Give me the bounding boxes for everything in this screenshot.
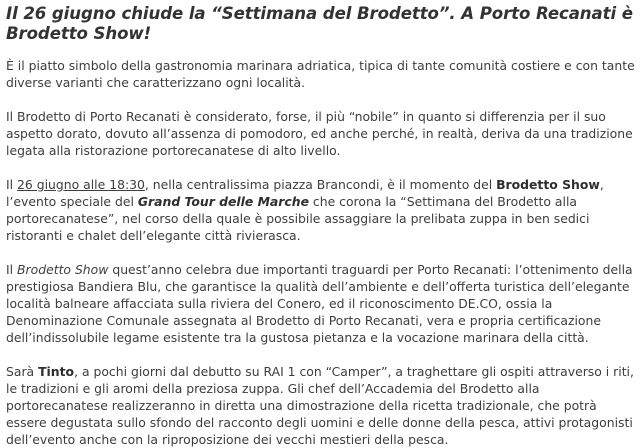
- paragraph-host: [6, 363, 635, 448]
- event-text-a: , nella centralissima piazza Brancondi, è il momento del: [144, 177, 497, 192]
- host-intro-text: Sarà: [6, 364, 39, 379]
- event-date-link[interactable]: 26 giugno alle 18:30: [17, 177, 145, 192]
- host-text: , a pochi giorni dal debutto su RAI 1 con “Camper”, a traghettare gli ospiti attraverso i riti, le tradizioni e gli aromi della preziosa zuppa. Gli chef dell’Accademia del Brodetto alla portorecanatese realizzeranno in diretta una dimostrazione della ricetta tradizionale, che potrà essere degustata sullo sfondo del racconto degli uomini e delle donne della pesca, attivi protagonisti dell’evento anche con la riproposizione dei vecchi mestieri della pesca.: [6, 364, 634, 447]
- milestones-text: quest’anno celebra due importanti traguardi per Porto Recanati: l’ottenimento della prestigiosa Bandiera Blu, che garantisce la qualità dell’ambiente e dell’offerta turistica dell’elegante località balneare affacciata sulla riviera del Conero, ed il riconoscimento DE.CO, ossia la Denominazione Comunale assegnata al Brodetto di Porto Recanati, vera e propria certificazione dell’indissolubile legame esistente tra la gustosa pietanza e la vocazione marinara della città.: [6, 262, 633, 345]
- milestones-intro-text: Il: [6, 262, 18, 277]
- article-title: Il 26 giugno chiude la “Settimana del Brodetto”. A Porto Recanati è Brodetto Show!: [6, 4, 633, 43]
- event-text-b: , l’evento speciale del: [6, 177, 604, 209]
- paragraph-description: Il Brodetto di Porto Recanati è considerato, forse, il più “nobile” in quanto si differenzia per il suo aspetto dorato, dovuto all’assenza di pomodoro, ed anche perché, in realtà, deriva da una tradizione legata alla ristorazione portorecanatese di alto livello.: [6, 109, 633, 158]
- brodetto-show-italic: Brodetto Show: [17, 262, 109, 277]
- grand-tour-bold-italic: Grand Tour delle Marche: [137, 194, 309, 209]
- event-text-c: che corona la “Settimana del Brodetto alla portorecanatese”, nel corso della quale è possibile assaggiare la prelibata zuppa in ben sedici ristoranti e chalet dell’elegante città rivierasca.: [6, 194, 590, 243]
- paragraph-intro: È il piatto simbolo della gastronomia marinara adriatica, tipica di tante comunità costiere e con tante diverse varianti che caratterizzano ogni località.: [6, 58, 635, 90]
- tinto-bold: Tinto: [38, 364, 75, 379]
- event-intro-text: Il: [6, 177, 18, 192]
- brodetto-show-bold: Brodetto Show: [496, 177, 600, 192]
- paragraph-event: [6, 176, 635, 244]
- paragraph-milestones: [6, 261, 635, 346]
